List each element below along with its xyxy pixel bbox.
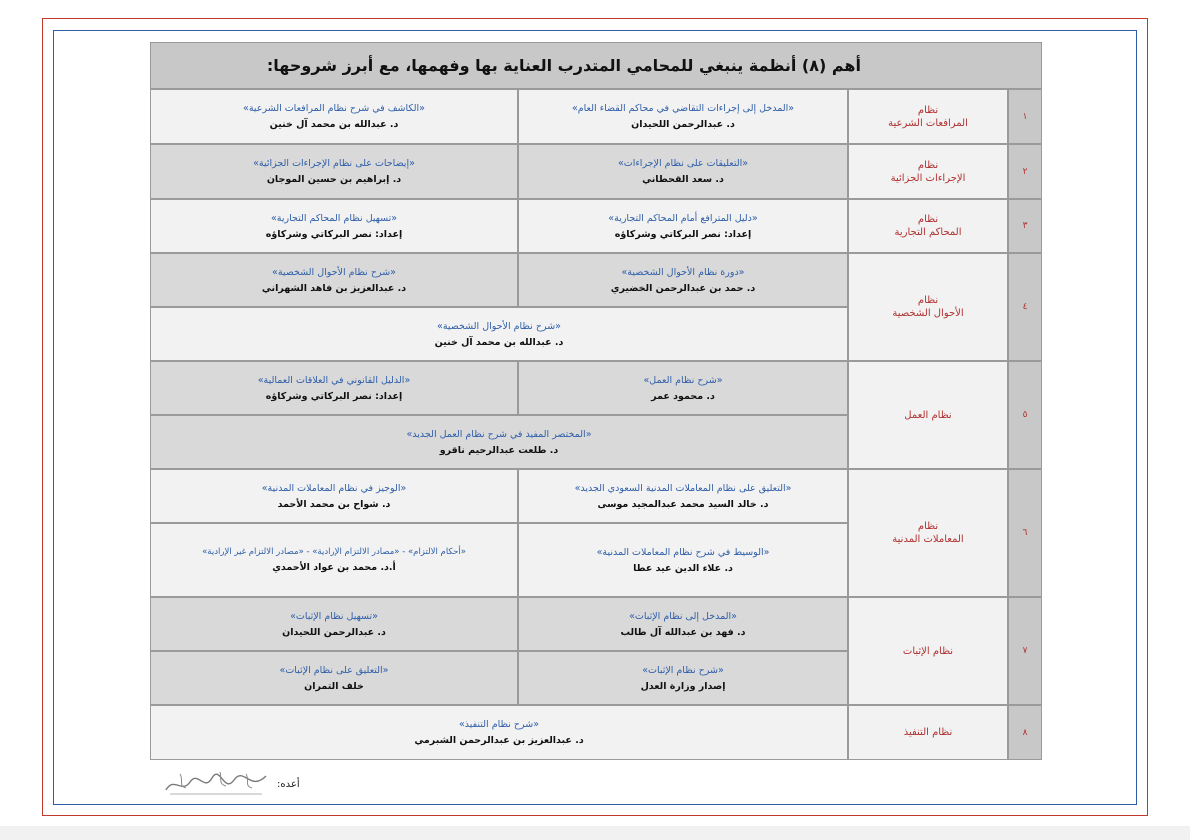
reference-cell (518, 199, 848, 253)
reference-cell (150, 307, 848, 361)
system-name: نظام المرافعات الشرعية (848, 89, 1008, 144)
book-author: إصدار وزارة العدل (640, 680, 726, 692)
system-name: نظام الإثبات (848, 597, 1008, 705)
book-author: إعداد: نصر البركاتي وشركاؤه (614, 228, 752, 240)
book-author: د. سعد القحطاني (642, 174, 724, 185)
reference-cell (518, 89, 848, 144)
reference-cell (150, 199, 518, 253)
book-author: د. عبدالرحمن اللحيدان (631, 119, 735, 130)
book-author: د. عبدالله بن محمد آل خنين (269, 119, 399, 130)
system-name: نظام الأحوال الشخصية (848, 253, 1008, 361)
reference-cell (150, 253, 518, 307)
reference-cell (518, 597, 848, 651)
signature-calligraphy (160, 768, 272, 798)
reference-cell (518, 469, 848, 523)
book-title: «التعليق على نظام المعاملات المدنية السعودي الجديد» (574, 482, 792, 494)
book-title: «تسهيل نظام الإثبات» (290, 610, 378, 622)
book-title: «شرح نظام الإثبات» (642, 664, 724, 676)
system-name: نظام المعاملات المدنية (848, 469, 1008, 597)
section-number: ٣ (1008, 199, 1042, 253)
book-author: إعداد: نصر البركاتي وشركاؤه (265, 390, 403, 402)
system-name: نظام التنفيذ (848, 705, 1008, 760)
system-name: نظام المحاكم التجارية (848, 199, 1008, 253)
book-title: «المختصر المفيد في شرح نظام العمل الجديد» (406, 428, 592, 440)
document-table (150, 42, 1042, 760)
reference-cell (150, 89, 518, 144)
book-title: «دليل المترافع أمام المحاكم التجارية» (608, 212, 758, 224)
book-author: د. شواح بن محمد الأحمد (277, 498, 391, 510)
reference-cell (150, 523, 518, 597)
book-title: «التعليقات على نظام الإجراءات» (617, 158, 749, 169)
section-6 (150, 469, 1042, 597)
book-title: «التعليق على نظام الإثبات» (279, 664, 389, 676)
system-name: نظام العمل (848, 361, 1008, 469)
book-title: «تسهيل نظام المحاكم التجارية» (270, 212, 398, 224)
table-title: أهم (٨) أنظمة ينبغي للمحامي المتدرب العناية بها وفهمها، مع أبرز شروحها: (266, 56, 861, 75)
book-author: د. حمد بن عبدالرحمن الخضيري (610, 282, 756, 294)
reference-cell (150, 144, 518, 199)
prepared-by-label: أعده: (277, 779, 300, 790)
book-author: د. طلعت عبدالرحيم ناقرو (439, 444, 559, 456)
section-number: ٢ (1008, 144, 1042, 199)
section-1 (150, 89, 1042, 144)
book-title: «شرح نظام الأحوال الشخصية» (437, 320, 561, 332)
reference-cell (150, 651, 518, 705)
reference-cell (518, 651, 848, 705)
book-author: أ.د. محمد بن عواد الأحمدي (272, 562, 396, 573)
book-author: د. خالد السيد محمد عبدالمجيد موسى (597, 498, 769, 510)
reference-cell (518, 144, 848, 199)
section-4 (150, 253, 1042, 361)
book-author: د. فهد بن عبدالله آل طالب (620, 626, 746, 638)
reference-cell (150, 361, 518, 415)
reference-cell (150, 597, 518, 651)
book-title: «الوسيط في شرح نظام المعاملات المدنية» (596, 546, 770, 558)
book-title: «شرح نظام العمل» (643, 374, 723, 386)
book-author: د. عبدالرحمن اللحيدان (282, 626, 386, 638)
section-number: ٧ (1008, 597, 1042, 705)
book-title: «الكاشف في شرح نظام المرافعات الشرعية» (243, 103, 425, 114)
book-title: «شرح نظام الأحوال الشخصية» (272, 266, 396, 278)
book-title: «المدخل إلى نظام الإثبات» (629, 610, 737, 622)
book-title: «دورة نظام الأحوال الشخصية» (621, 266, 745, 278)
book-author: د. علاء الدين عيد عطا (633, 562, 733, 574)
book-author: د. إبراهيم بن حسين الموجان (266, 174, 402, 185)
book-title: «أحكام الالتزام» - «مصادر الالتزام الإرادية» - «مصادر الالتزام غير الإرادية» (202, 547, 466, 557)
book-title: «إيضاحات على نظام الإجراءات الجزائية» (253, 158, 415, 169)
section-number: ٤ (1008, 253, 1042, 361)
book-author: د. عبدالله بن محمد آل خنين (434, 336, 564, 348)
book-title: «شرح نظام التنفيذ» (458, 719, 540, 730)
section-number: ٨ (1008, 705, 1042, 760)
reference-cell (150, 469, 518, 523)
reference-cell (150, 415, 848, 469)
section-number: ٦ (1008, 469, 1042, 597)
section-5 (150, 361, 1042, 469)
book-author: إعداد: نصر البركاتي وشركاؤه (265, 228, 403, 240)
book-title: «الدليل القانوني في العلاقات العمالية» (257, 374, 411, 386)
section-2 (150, 144, 1042, 199)
table-title-bar (150, 42, 1042, 89)
bottom-strip (0, 826, 1190, 840)
section-7 (150, 597, 1042, 705)
reference-cell (518, 523, 848, 597)
book-title: «الوجيز في نظام المعاملات المدنية» (261, 482, 407, 494)
book-author: د. محمود عمر (651, 390, 715, 402)
section-3 (150, 199, 1042, 253)
section-number: ١ (1008, 89, 1042, 144)
book-title: «المدخل إلى إجراءات التقاضي في محاكم القضاء العام» (571, 103, 795, 114)
section-8 (150, 705, 1042, 760)
reference-cell (518, 361, 848, 415)
reference-cell (150, 705, 848, 760)
section-number: ٥ (1008, 361, 1042, 469)
system-name: نظام الإجراءات الجزائية (848, 144, 1008, 199)
reference-cell (518, 253, 848, 307)
book-author: د. عبدالعزيز بن عبدالرحمن الشبرمي (414, 735, 584, 746)
book-author: خلف التمران (304, 680, 364, 692)
book-author: د. عبدالعزيز بن فاهد الشهراني (261, 282, 407, 294)
